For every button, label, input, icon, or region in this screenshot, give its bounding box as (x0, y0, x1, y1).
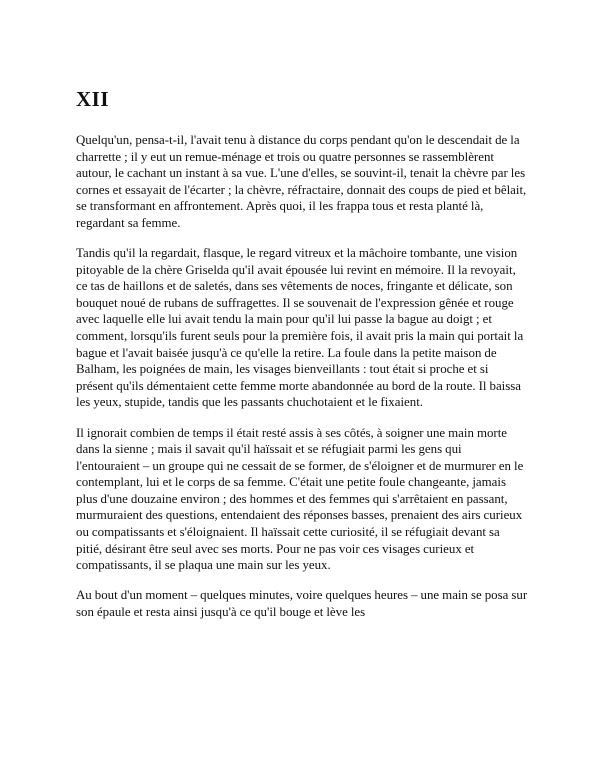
paragraph: Au bout d'un moment – quelques minutes, voire quelques heures – une main se posa sur son épaule et resta ainsi jusqu'à ce qu'il bouge et lève les (76, 588, 528, 619)
document-page (76, 86, 528, 634)
paragraph: Tandis qu'il la regardait, flasque, le regard vitreux et la mâchoire tombante, une vision pitoyable de la chère Griselda qu'il avait épousée lui revint en mémoire. Il la revoyait, ce tas de haillons et de saletés, dans ses vêtements de noces, fringante et délicate, son bouquet noué de rubans de suffragettes. Il se souvenait de l'expression gênée et rouge avec laquelle elle lui avait tendu la main pour qu'il lui passe la bague au doigt ; et comment, lorsqu'ils furent seuls pour la première fois, il avait pris la main qui portait la bague et l'avait baisée jusqu'à ce qu'elle la retire. La foule dans la petite maison de Balham, les poignées de main, les visages bienveillants : tout était si proche et si présent qu'ils démentaient cette femme morte abandonnée au bord de la route. Il baissa les yeux, stupide, tandis que les passants chuchotaient et le fixaient. (76, 246, 524, 410)
paragraph: Il ignorait combien de temps il était resté assis à ses côtés, à soigner une main morte dans la sienne ; mais il savait qu'il haïssait et se réfugiait parmi les gens qui l'entouraient – un groupe qui ne cessait de se former, de s'éloigner et de murmurer en le contemplant, lui et le corps de sa femme. C'était une petite foule changeante, jamais plus d'une douzaine environ ; des hommes et des femmes qui s'arrêtaient en passant, murmuraient des questions, entendaient des réponses basses, prenaient des airs curieux ou compatissants et s'éloignaient. Il haïssait cette curiosité, il se réfugiait devant sa pitié, désirant être seul avec ses morts. Pour ne pas voir ces visages curieux et compatissants, il se plaqua une main sur les yeux. (76, 425, 524, 573)
paragraph: Quelqu'un, pensa-t-il, l'avait tenu à distance du corps pendant qu'on le descendait de la charrette ; il y eut un remue-ménage et trois ou quatre personnes se rassemblèrent autour, le cachant un instant à sa vue. L'une d'elles, se souvint-il, tenait la chèvre par les cornes et essayait de l'écarter ; la chèvre, réfractaire, donnait des coups de pied et bêlait, se transformant en affrontement. Après quoi, il les frappa tous et resta planté là, regardant sa femme. (76, 133, 527, 230)
chapter-title: XII (76, 87, 110, 111)
